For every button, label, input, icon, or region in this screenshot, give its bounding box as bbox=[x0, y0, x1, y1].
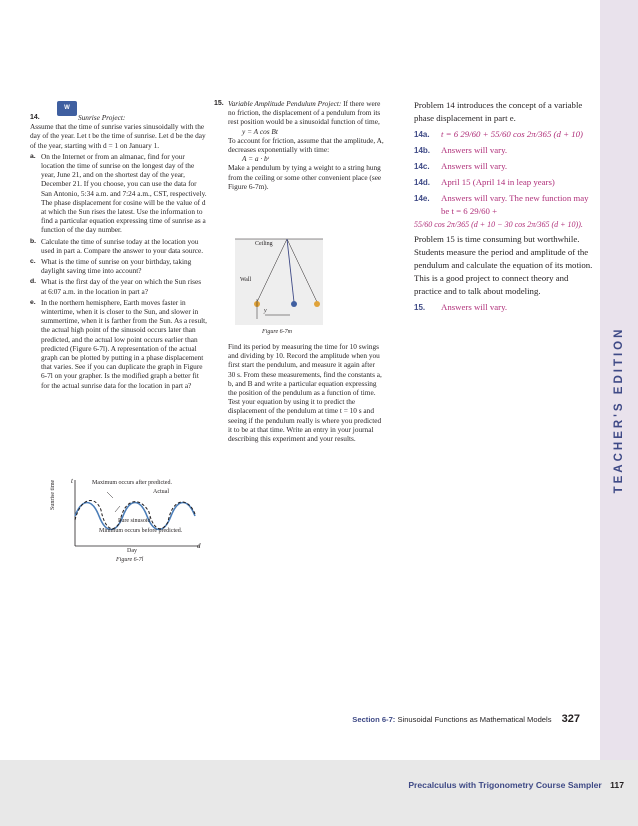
web-icon: W bbox=[57, 101, 77, 116]
paragraph-3: Make a pendulum by tying a weight to a string hung from the ceiling or some other convenient place (see Figure 6-7m). bbox=[228, 163, 382, 191]
paragraph-4: Find its period by measuring the time for 10 swings and dividing by 10. Record the amplitude when you first start the pendulum, and measure it again after 30 s. From these measurements, find the constants a, b, and B and write a particular equation expressing the position of the pendulum as a function of time. Test your equation by using it to predict the displacement of the pendulum at time t = 10 s and seeing if the pendulum really is where you predicted it to be at that time. Write an entry in your journal describing this experiment and your results. bbox=[228, 342, 382, 444]
x-axis-label: Day bbox=[127, 548, 137, 554]
problem-title: Variable Amplitude Pendulum Project: bbox=[228, 99, 342, 108]
teacher-intro: Problem 14 introduces the concept of a variable phase displacement in part e. bbox=[414, 100, 583, 123]
axis-t-label: t bbox=[71, 477, 73, 485]
min-note: Minimum occurs before predicted. bbox=[99, 528, 183, 534]
answer-14b: 14b. Answers will vary. bbox=[414, 145, 508, 155]
sidebar-label: TEACHER'S EDITION bbox=[613, 326, 625, 494]
part-c: c. What is the time of sunrise on your birthday, taking daylight saving time into account? bbox=[30, 257, 192, 276]
problem-number: 14. bbox=[30, 114, 40, 121]
answer-15: 15. Answers will vary. bbox=[414, 302, 508, 312]
figure-caption-m: Figure 6-7m bbox=[262, 329, 292, 335]
section-footer bbox=[352, 713, 580, 725]
equation-1: y = A cos Bt bbox=[242, 126, 278, 136]
part-a: a. On the Internet or from an almanac, find for your location the time of sunrise on the longest day of the year, June 21, and on the shortest day of the year, December 21. If you choose, you can use the data for San Antonio, 5:34 a.m. and 7:24 a.m., CST, respectively. The phase displacement for cosine will be the value of d at which the Sun rises the latest. Use the information to find a particular equation expressing time of sunrise as a function of the day number. bbox=[30, 151, 207, 235]
problem-intro: Assume that the time of sunrise varies sinusoidally with the day of the year. Let t be the time of sunrise. Let d be the day of the year, starting with d = 1 on January 1. bbox=[30, 122, 206, 150]
teacher-notes bbox=[414, 99, 598, 314]
page-number: 327 bbox=[561, 713, 580, 725]
figure-caption-l: Figure 6-7l bbox=[116, 557, 144, 563]
answer-14c: 14c. Answers will vary. bbox=[414, 161, 508, 171]
pure-label: Pure sinusoid bbox=[118, 518, 151, 524]
figure-6-7m bbox=[232, 237, 327, 332]
y-axis-label: Sunrise time bbox=[50, 479, 56, 510]
equation-2: A = a · bᵗ bbox=[242, 154, 269, 164]
problem-15-cont bbox=[228, 342, 384, 443]
pure-sinusoid bbox=[75, 503, 195, 530]
problem-14 bbox=[30, 113, 208, 390]
max-note: Maximum occurs after predicted. bbox=[92, 480, 172, 486]
sampler-page-number: 117 bbox=[610, 780, 624, 790]
answer-14a: 14a. t = 6 29/60 + 55/60 cos 2π/365 (d + 10) bbox=[414, 129, 583, 139]
problem-15-note: Problem 15 is time consuming but worthwhile. Students measure the period and amplitude of the pendulum and calculate the equation of its motion. This is a good project to connect theory and practice and to talk about modeling. bbox=[414, 234, 593, 296]
part-b: b. Calculate the time of sunrise today at the location you used in part a. Compare the answer to your data source. bbox=[30, 236, 204, 255]
wall-label: Wall bbox=[240, 277, 252, 283]
part-d: d. What is the first day of the year on which the Sun rises at 6:07 a.m. in the location in part a? bbox=[30, 277, 202, 296]
sampler-band bbox=[0, 760, 638, 826]
answer-14d: 14d. April 15 (April 14 in leap years) bbox=[414, 177, 555, 187]
part-e: e. In the northern hemisphere, Earth moves faster in wintertime, when it is closer to the Sun, and slower in summertime, when it is farther from the Sun. As a result, the actual high point of the sinusoid occurs later than predicted, and the actual low point occurs earlier than predicted (Figure 6-7l). A representation of the actual graph can be plotted by putting in a phase displacement that varies. See if you can duplicate the graph in Figure 6-7l on your grapher. Is the modified graph a better fit for the actual sunrise data for the location in part a? bbox=[30, 297, 207, 390]
paragraph-2: To account for friction, assume that the amplitude, A, decreases exponentially with time: bbox=[228, 135, 384, 155]
section-label: Section 6-7: bbox=[352, 715, 396, 724]
y-label: y bbox=[264, 308, 267, 314]
ceiling-label: Ceiling bbox=[255, 241, 273, 247]
actual-label: Actual bbox=[153, 489, 169, 495]
sampler-footer bbox=[408, 780, 624, 790]
problem-number: 15. bbox=[214, 100, 224, 107]
axis-d-label: d bbox=[197, 542, 201, 550]
pendulum-weight bbox=[291, 301, 297, 307]
book-title: Precalculus with Trigonometry Course Sampler bbox=[408, 780, 602, 790]
section-title: Sinusoidal Functions as Mathematical Models bbox=[397, 715, 552, 724]
formula-continuation: 55/60 cos 2π/365 (d + 10 − 30 cos 2π/365 (d + 10)). bbox=[414, 220, 583, 229]
problem-title: Sunrise Project: bbox=[78, 113, 126, 122]
answer-14e: 14e. Answers will vary. The new function may be t = 6 29/60 + bbox=[414, 193, 589, 216]
problem-15: 15. Variable Amplitude Pendulum Project: If there were no friction, the displacement of a pendulum from its rest position would be a sinusoidal function of time, y = A cos Bt To account for friction, assume that the amplitude, A, decreases exponentially with time: A = a · bᵗ Make a pendulum by tying a weight to a string hung from the ceiling or some other convenient place (see Figure 6-7m). bbox=[214, 99, 384, 191]
